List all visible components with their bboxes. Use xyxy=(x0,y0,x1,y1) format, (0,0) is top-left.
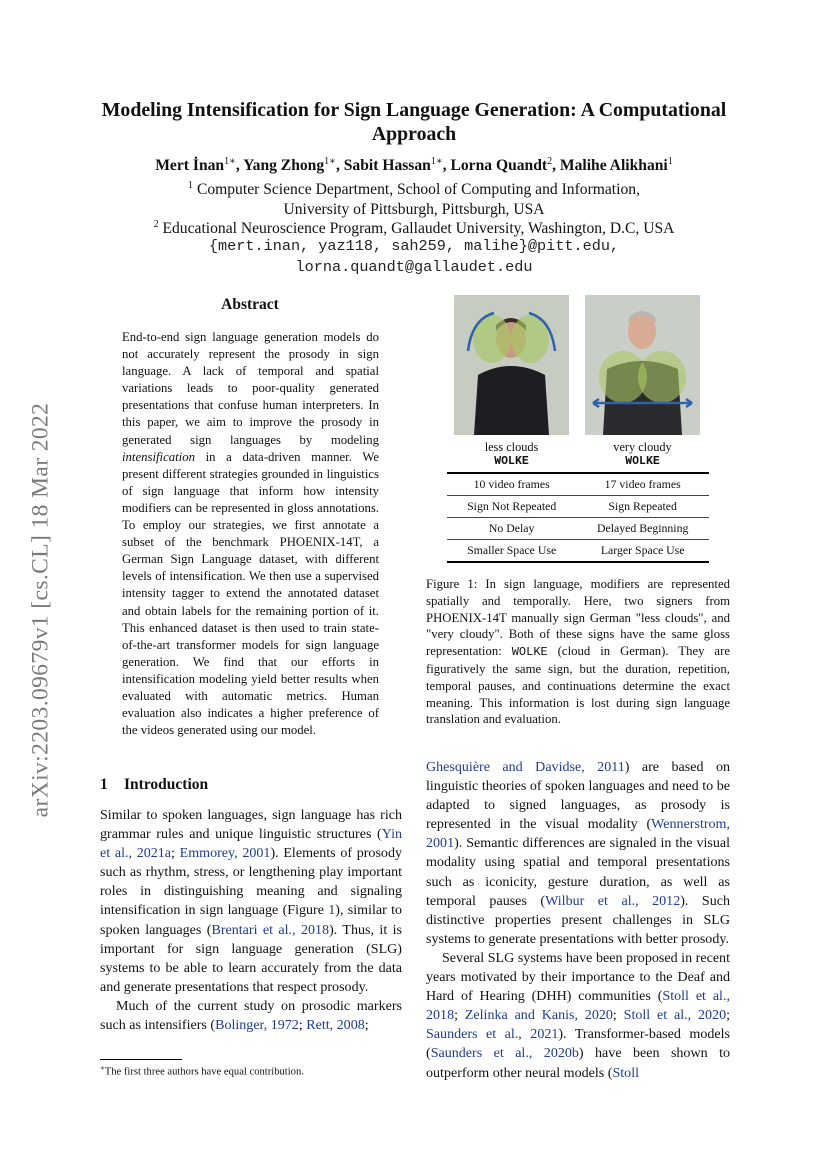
footnote xyxy=(100,1062,400,1079)
intro-right-column xyxy=(426,758,730,1083)
figure-caption xyxy=(426,576,730,728)
table-row xyxy=(447,473,709,496)
arxiv-sidebar-id xyxy=(18,360,64,860)
citation-link[interactable]: Stoll et al., 2018 xyxy=(426,988,730,1024)
footnote-mark: ∗ xyxy=(100,1064,105,1072)
author-name: Yang Zhong xyxy=(243,157,325,175)
email-line: lorna.quandt@gallaudet.edu xyxy=(295,258,533,276)
signer-photo-less-clouds xyxy=(454,295,569,435)
caption-text: (cloud in German). They are figuratively the same sign, but the duration, repetition, temporal pauses, and continuations determine the exact meaning. This information is lost during sign language translation and evaluation. xyxy=(426,644,730,727)
affil-sup: 1 xyxy=(188,180,194,191)
title-line-2: Approach xyxy=(371,123,457,145)
right-photo-caption xyxy=(585,441,700,468)
abstract-text: in a data-driven manner. We present different strategies grounded in linguistics of sign language that inform how intensity modifiers can be represented in gloss annotations. To employ our strategies, we first annotate a subset of the benchmark PHOENIX-14T, a German Sign Language dataset, with different levels of intensification. We then use a supervised intensity tagger to extend the annotated dataset and obtain labels for the remaining portion of it. This enhanced dataset is then used to train state-of-the-art transformer models for sign language generation. We find that our efforts in intensification modeling yield better results when evaluated with automatic metrics. Human evaluation also indicates a higher preference of the videos generated using our model. xyxy=(122,449,379,738)
citation-link[interactable]: Stoll xyxy=(612,1064,639,1081)
table-cell: 10 video frames xyxy=(447,473,576,496)
email-line: {mert.inan, yaz118, sah259, malihe}@pitt.edu, xyxy=(208,237,620,255)
citation-link[interactable]: Stoll et al., 2020 xyxy=(623,1007,727,1024)
table-row xyxy=(447,518,709,540)
table-cell: Smaller Space Use xyxy=(447,540,576,563)
author-sup: 1∗ xyxy=(430,156,443,167)
signer-photo-very-cloudy xyxy=(585,295,700,435)
affil-text: Computer Science Department, School of Computing and Information, xyxy=(196,181,640,199)
table-cell: Delayed Beginning xyxy=(576,518,709,540)
affil-text: Educational Neuroscience Program, Gallaudet University, Washington, D.C, USA xyxy=(162,220,675,238)
citation-link[interactable]: Brentari et al., 2018 xyxy=(211,921,330,938)
caption-text: Figure 1: In sign language, modifiers are represented spatially and temporally. Here, two signers from PHOENIX-14T manually sign German "less clouds", and "very cloudy". Both of these signs have the same gloss representation: xyxy=(426,577,730,659)
citation-link[interactable]: Saunders et al., 2020b xyxy=(430,1045,579,1062)
figure-comparison-table xyxy=(447,472,709,563)
photo-label: less clouds xyxy=(484,440,539,454)
footnote-rule xyxy=(100,1059,182,1060)
signer-illustration xyxy=(585,295,700,435)
paragraph: Similar to spoken languages, sign language has rich grammar rules and unique linguistic structures (Yin et al., 2021a; Emmorey, 2001). Elements of prosody such as rhythm, stress, or lengthening play important roles in distinguishing meaning and signaling intensification in sign language (Figure 1), similar to spoken languages (Brentari et al., 2018). Thus, it is important for sign language generation (SLG) systems to be able to learn accurately from the data and generate presentations that respect prosody. xyxy=(100,807,403,995)
photo-gloss: WOLKE xyxy=(625,454,660,468)
table-cell: Sign Repeated xyxy=(576,496,709,518)
citation-link[interactable]: Zelinka and Kanis, 2020 xyxy=(464,1007,613,1024)
citation-link[interactable]: Rett, 2008 xyxy=(306,1017,365,1034)
paragraph: Several SLG systems have been proposed in recent years motivated by their importance to the Deaf and Hard of Hearing (DHH) communities (Stoll et al., 2018; Zelinka and Kanis, 2020; Stoll et al., 2020; Saunders et al., 2021). Transformer-based models (Saunders et al., 2020b) have been shown to outperform other neural models (Stoll xyxy=(426,949,730,1081)
footnote-text: The first three authors have equal contribution. xyxy=(104,1066,304,1078)
author-name: Mert İnan xyxy=(155,157,225,175)
section-number: 1 xyxy=(100,776,108,793)
section-title: Introduction xyxy=(124,776,209,793)
abstract-heading: Abstract xyxy=(221,296,279,313)
signer-illustration xyxy=(454,295,569,435)
abstract-text: End-to-end sign language generation models do not accurately represent the prosody in sign language. A lack of temporal and spatial variations leads to poor-quality generated presentations that confuse human interpreters. In this paper, we aim to improve the prosody in generated sign languages by modeling xyxy=(122,330,379,447)
author-sup: 1 xyxy=(667,156,673,167)
table-cell: Larger Space Use xyxy=(576,540,709,563)
paragraph: Ghesquière and Davidse, 2011) are based on linguistic theories of spoken languages and need to be adapted to signed languages, as prosody is represented in the visual modality (Wennerstrom, 2001). Semantic differences are signaled in the visual modality using spatial and temporal presentations such as iconicity, gesture duration, as well as temporal pauses (Wilbur et al., 2012). Such distinctive properties present challenges in SLG systems to generate presentations with better prosody. xyxy=(426,759,731,947)
caption-gloss: WOLKE xyxy=(511,645,548,660)
citation-link[interactable]: Ghesquière and Davidse, 2011 xyxy=(426,759,625,775)
author-name: Malihe Alikhani xyxy=(559,157,668,175)
photo-gloss: WOLKE xyxy=(494,454,529,468)
section-heading xyxy=(100,776,208,794)
table-cell: Sign Not Repeated xyxy=(447,496,576,518)
citation-link[interactable]: Bolinger, 1972 xyxy=(215,1017,299,1034)
figure-ref-link[interactable]: 1 xyxy=(328,902,336,919)
title-line-1: Modeling Intensification for Sign Language Generation: A Computational xyxy=(101,99,727,121)
table-row xyxy=(447,540,709,563)
author-name: Sabit Hassan xyxy=(343,157,431,175)
citation-link[interactable]: Saunders et al., 2021 xyxy=(426,1026,559,1043)
abstract-emphasis: intensification xyxy=(122,449,195,464)
citation-link[interactable]: Yin et al., 2021a xyxy=(100,826,402,862)
left-photo-caption xyxy=(454,441,569,468)
author-sup: 1∗ xyxy=(324,156,336,167)
affil-sup: 2 xyxy=(153,219,159,230)
affil-text: University of Pittsburgh, Pittsburgh, USA xyxy=(283,201,545,219)
table-row xyxy=(447,496,709,518)
arxiv-id-text: arXiv:2203.09679v1 [cs.CL] 18 Mar 2022 xyxy=(27,402,54,818)
abstract-body xyxy=(122,329,379,739)
author-name: Lorna Quandt xyxy=(450,157,548,175)
paper-title xyxy=(80,98,748,146)
citation-link[interactable]: Emmorey, 2001 xyxy=(179,845,271,862)
affiliation-1 xyxy=(80,176,748,220)
citation-link[interactable]: Wilbur et al., 2012 xyxy=(545,892,681,909)
author-list: Mert İnan$^{1∗}$, Yang Zhong$^{1∗}$, Sabit Hassan$^{1∗}$, Lorna Quandt$^2$, Malihe Alikhani$^1$ xyxy=(155,156,673,175)
intro-left-column xyxy=(100,806,402,1035)
photo-label: very cloudy xyxy=(613,440,672,454)
author-sup: 1∗ xyxy=(224,156,236,167)
citation-link[interactable]: Wennerstrom, 2001 xyxy=(426,816,730,852)
author-sup: 2 xyxy=(547,156,553,167)
author-emails xyxy=(80,236,748,278)
paragraph: Much of the current study on prosodic markers such as intensifiers (Bolinger, 1972; Rett, 2008; xyxy=(100,997,402,1034)
table-cell: No Delay xyxy=(447,518,576,540)
table-cell: 17 video frames xyxy=(576,473,709,496)
